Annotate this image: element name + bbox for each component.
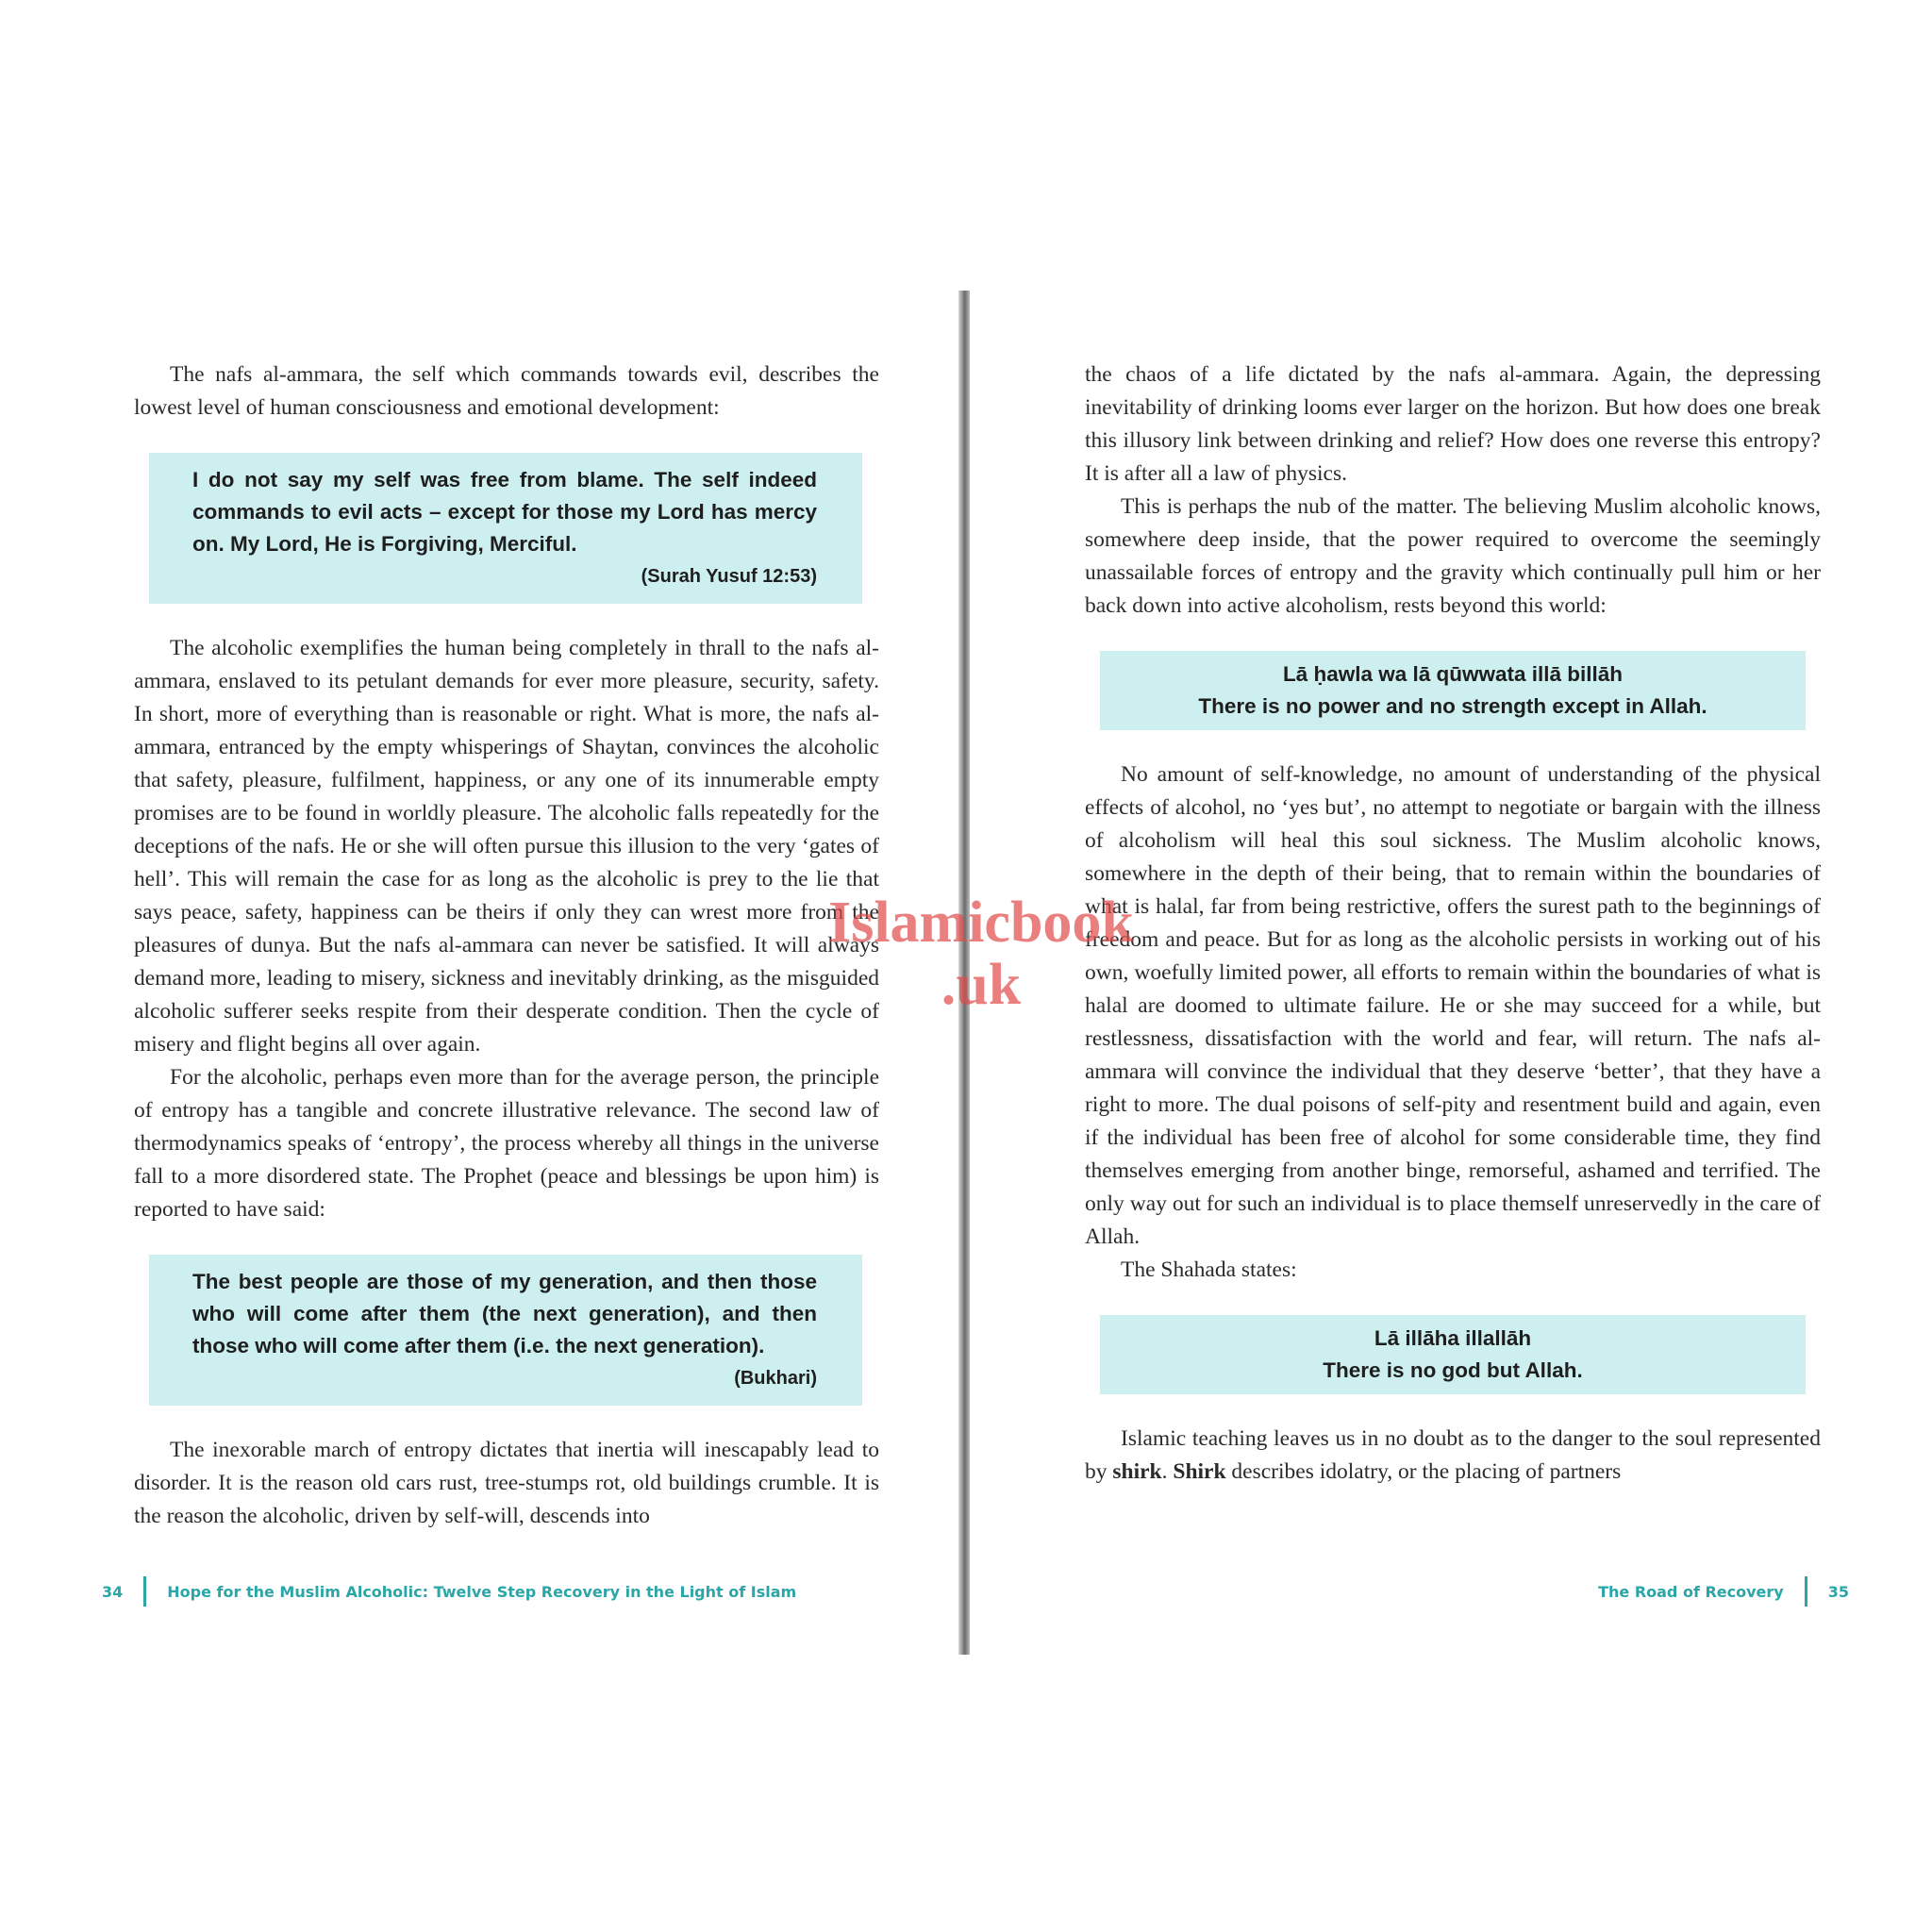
text-run: Islamic teaching leaves us in no doubt as to the danger to the soul represented by [1085, 1426, 1821, 1484]
watermark-line: .uk [941, 953, 1022, 1017]
running-title: Hope for the Muslim Alcoholic: Twelve Step Recovery in the Light of Islam [167, 1582, 797, 1601]
quote-reference: (Bukhari) [734, 1368, 817, 1389]
paragraph: The nafs al-ammara, the self which commands towards evil, describes the lowest level of human consciousness and emotional development: [134, 362, 879, 420]
page-number: 35 [1827, 1582, 1849, 1601]
quote-box [1100, 1315, 1806, 1394]
bold-term: shirk [1112, 1459, 1162, 1484]
left-footer [102, 1576, 796, 1607]
paragraph [1085, 1423, 1821, 1489]
translation: There is no god but Allah. [1323, 1358, 1583, 1382]
paragraph: The inexorable march of entropy dictates that inertia will inescapably lead to disorder. It is the reason old cars rust, tree-stumps rot, old buildings crumble. It is the reason the alcoholic, driven by self-will, descends into [134, 1438, 879, 1528]
watermark [811, 891, 1151, 1016]
text-run: describes idolatry, or the placing of partners [1225, 1459, 1622, 1484]
transliteration: Lā ḥawla wa lā qūwwata illā billāh [1282, 662, 1624, 686]
quote-text: The best people are those of my generation, and then those who will come after them (the next generation), and then those who will come after them (i.e. the next generation). [192, 1270, 817, 1357]
translation: There is no power and no strength except in Allah. [1198, 694, 1707, 718]
paragraph: This is perhaps the nub of the matter. The believing Muslim alcoholic knows, somewhere deep inside, that the power required to overcome the seemingly unassailable forces of entropy and the gravity which continually pull him or her back down into active alcoholism, rests beyond this world: [1085, 494, 1821, 618]
paragraph: No amount of self-knowledge, no amount of understanding of the physical effects of alcohol, no ‘yes but’, no attempt to negotiate or bargain with the illness of alcoholism will heal this soul sickness. The Muslim alcoholic knows, somewhere in the depth of their being, that to remain within the boundaries of what is halal, far from being restrictive, offers the surest path to the beginnings of freedom and peace. But for as long as the alcoholic persists in working out of his own, woefully limited power, all efforts to remain within the boundaries of what is halal are doomed to ultimate failure. He or she may succeed for a while, but restlessness, dissatisfaction with the world and fear, will return. The nafs al-ammara will convince the individual that they deserve ‘better’, that they have a right to more. The dual poisons of self-pity and resentment build and again, even if the individual has been free of alcohol for some considerable time, they find themselves emerging from another binge, remorseful, ashamed and terrified. The only way out for such an individual is to place themself unreservedly in the care of Allah. [1085, 762, 1821, 1249]
right-footer [1598, 1576, 1849, 1607]
transliteration: Lā illāha illallāh [1374, 1326, 1532, 1350]
text-run: . [1161, 1459, 1174, 1484]
watermark-line: Islamicbook [828, 891, 1134, 955]
footer-divider [1805, 1576, 1807, 1607]
quote-reference: (Surah Yusuf 12:53) [641, 566, 817, 587]
quote-box [149, 1255, 862, 1406]
bold-term: Shirk [1173, 1459, 1226, 1484]
running-title: The Road of Recovery [1598, 1582, 1784, 1601]
quote-text: I do not say my self was free from blame. The self indeed commands to evil acts – except for those my Lord has mercy on. My Lord, He is Forgiving, Merciful. [192, 468, 817, 556]
page-number: 34 [102, 1582, 124, 1601]
paragraph: For the alcoholic, perhaps even more than for the average person, the principle of entropy has a tangible and concrete illustrative relevance. The second law of thermodynamics speaks of ‘entropy’, the process whereby all things in the universe fall to a more disordered state. The Prophet (peace and blessings be upon him) is reported to have said: [134, 1065, 879, 1222]
left-page [134, 358, 879, 1533]
paragraph: The Shahada states: [1121, 1257, 1297, 1282]
quote-box [149, 453, 862, 604]
right-page [1085, 358, 1821, 1489]
paragraph: The alcoholic exemplifies the human being completely in thrall to the nafs al-ammara, enslaved to its petulant demands for ever more pleasure, security, safety. In short, more of everything than is reasonable or right. What is more, the nafs al-ammara, entranced by the empty whisperings of Shaytan, convinces the alcoholic that safety, pleasure, fulfilment, happiness, or any one of its innumerable empty promises are to be found in worldly pleasure. The alcoholic falls repeatedly for the deceptions of the nafs. He or she will often pursue this illusion to the very ‘gates of hell’. This will remain the case for as long as the alcoholic is prey to the lie that says peace, safety, happiness can be theirs if only they can wrest more from the pleasures of dunya. But the nafs al-ammara can never be satisfied. It will always demand more, leading to misery, sickness and inevitably drinking, as the misguided alcoholic sufferer seeks respite from their desperate condition. Then the cycle of misery and flight begins all over again. [134, 636, 879, 1057]
paragraph: the chaos of a life dictated by the nafs al-ammara. Again, the depressing inevitability of drinking looms ever larger on the horizon. But how does one break this illusory link between drinking and relief? How does one reverse this entropy? It is after all a law of physics. [1085, 362, 1821, 486]
quote-box [1100, 651, 1806, 730]
footer-divider [143, 1576, 146, 1607]
